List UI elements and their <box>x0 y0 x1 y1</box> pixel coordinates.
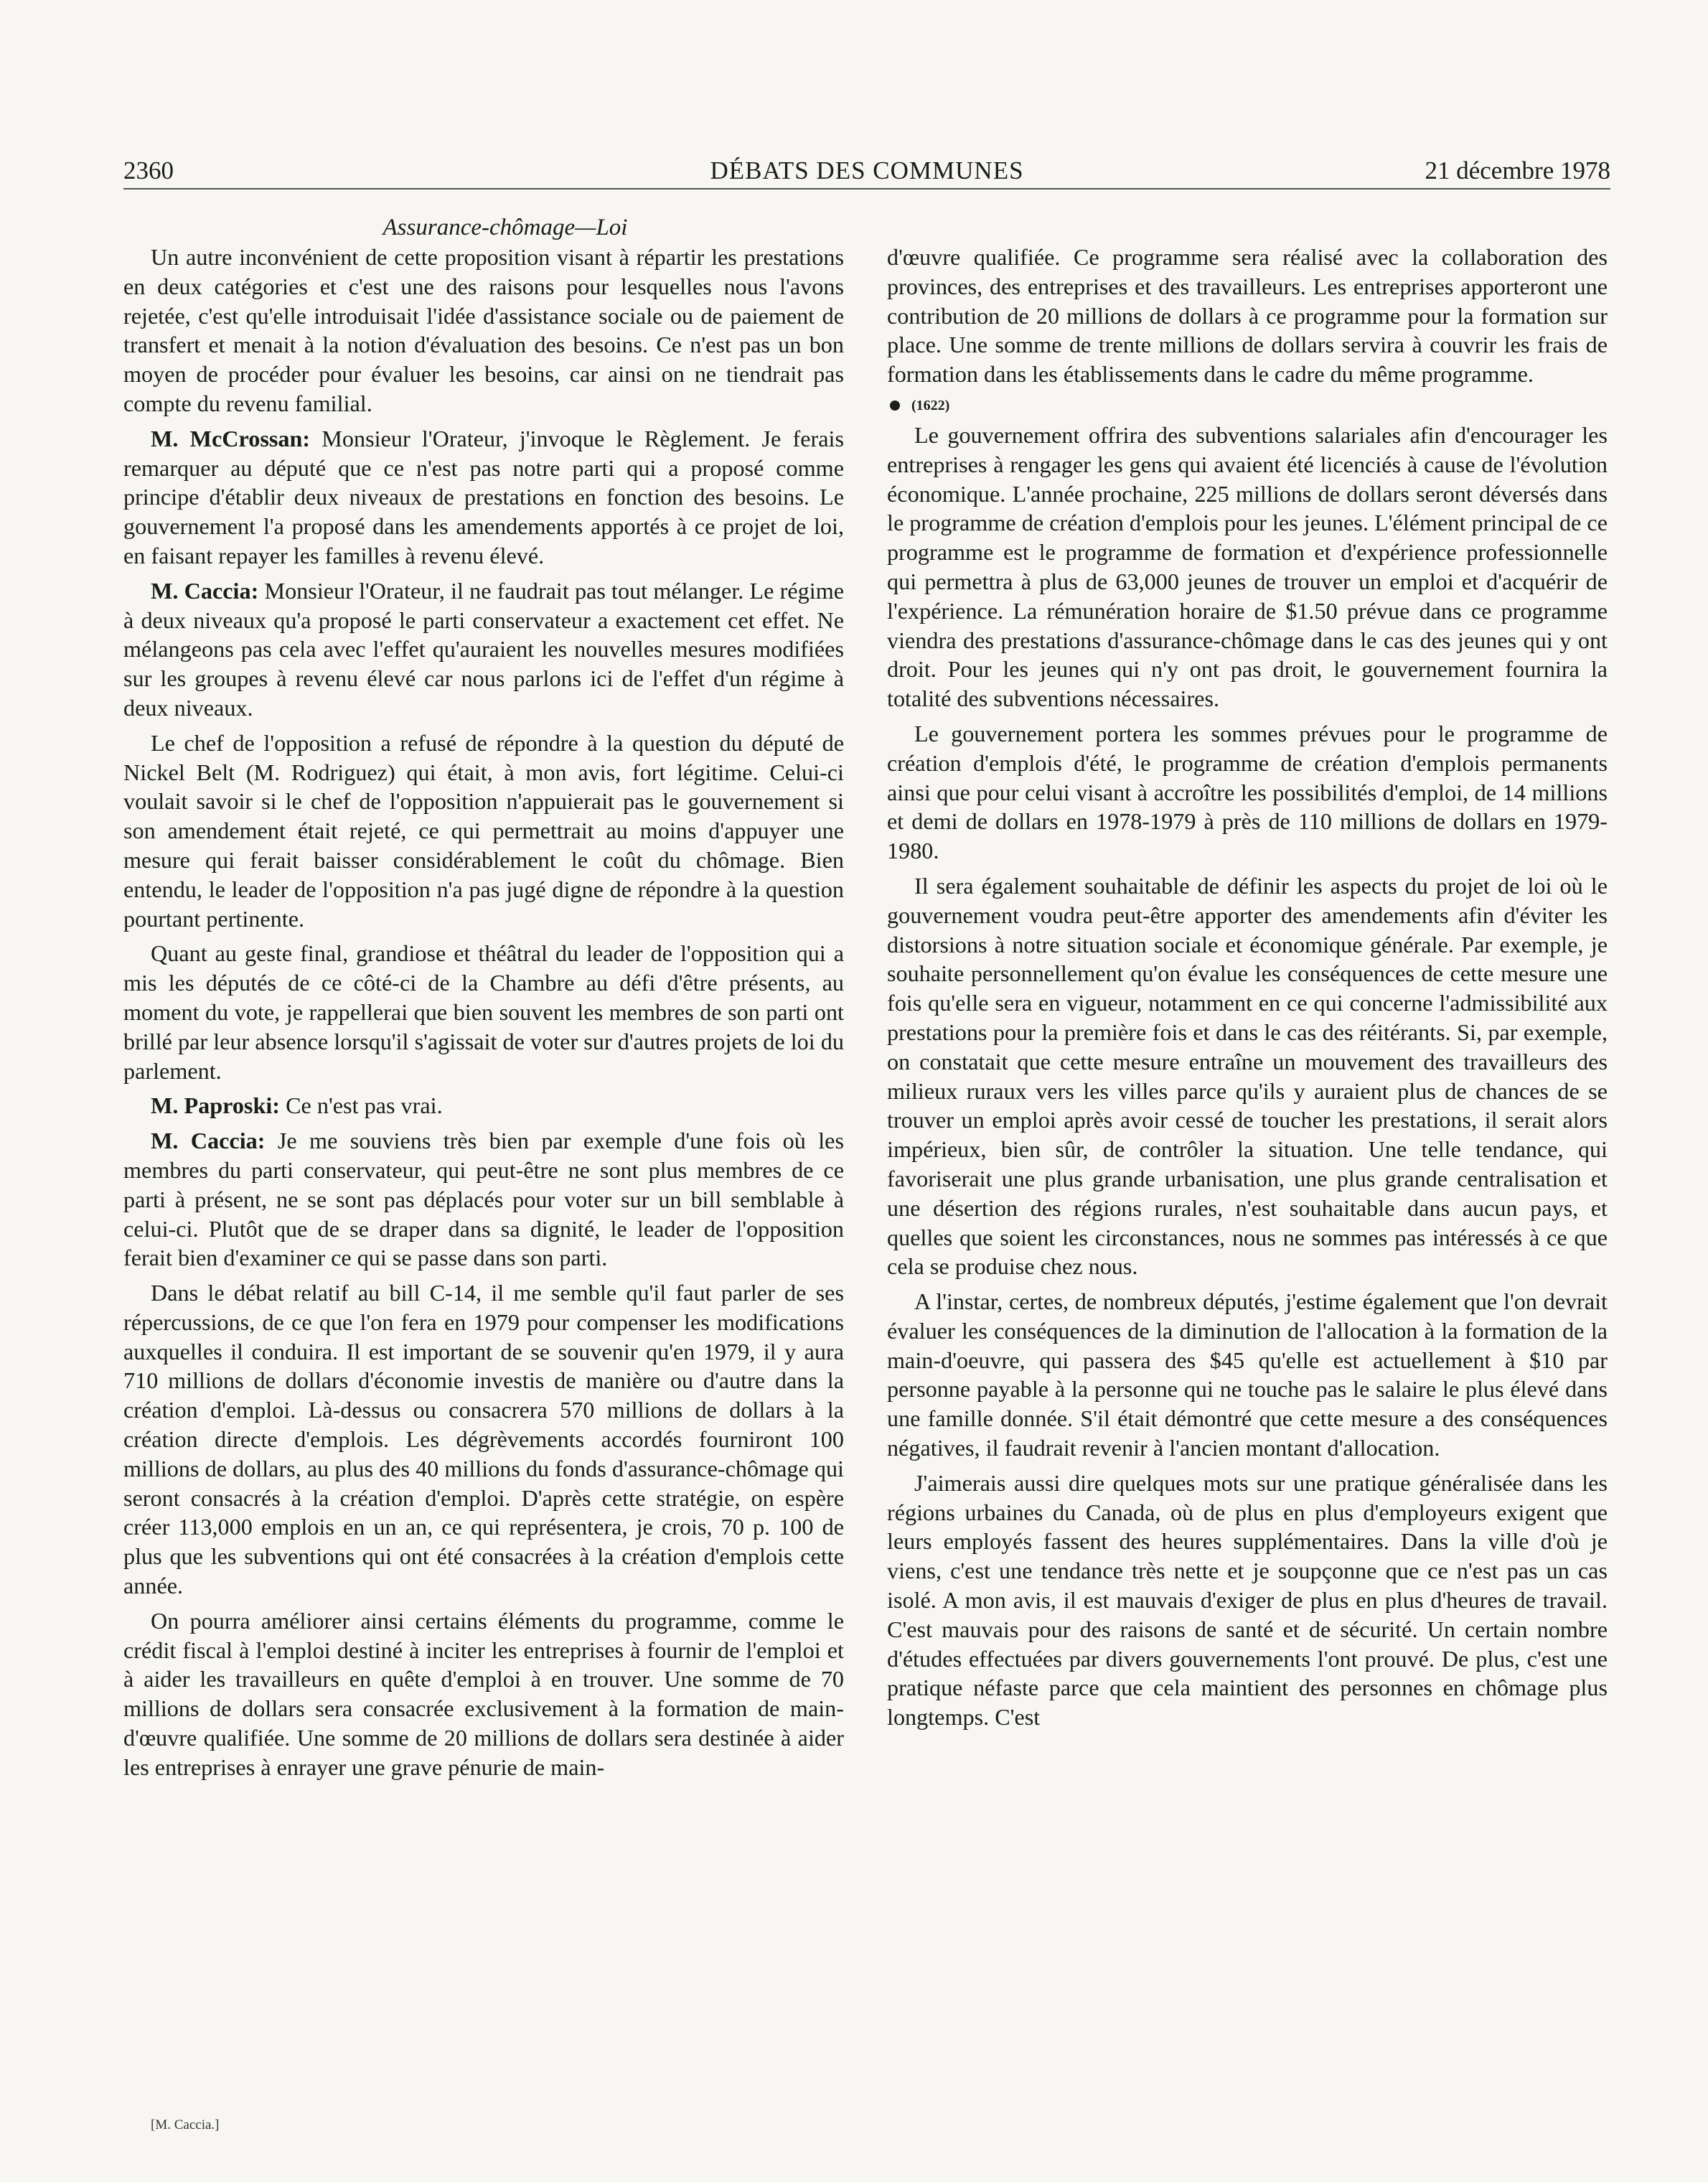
paragraph: Le gouvernement offrira des subventions salariales afin d'encourager les entreprises à rengager les gens qui avaient été licenciés à cause de l'évolution économique. L'année prochaine, 225 millions de dollars seront déversés dans le programme de création d'emplois pour les jeunes. L'élément principal de ce programme est le programme de formation et d'expérience professionnelle qui permettra à plus de 63,000 jeunes de trouver un emploi et d'acquérir de l'expérience. La rémunération horaire de $1.50 prévue dans ce programme viendra des prestations d'assurance-chômage dans le cas des jeunes qui y ont droit. Pour les jeunes qui n'y ont pas droit, le gouvernement fournira la totalité des subventions nécessaires. <box>887 421 1608 712</box>
paragraph <box>123 424 844 571</box>
time-marker-label: (1622) <box>911 397 950 413</box>
paragraph: J'aimerais aussi dire quelques mots sur une pratique généralisée dans les régions urbaines du Canada, où de plus en plus d'employeurs exigent que leurs employés fassent des heures supplémentaires. Dans la ville d'où je viens, c'est une tendance très nette et je soupçonne que ce n'est pas un cas isolé. A mon avis, il est mauvais d'exiger de plus en plus d'heures de travail. C'est mauvais pour des raisons de santé et de sécurité. Un certain nombre d'études effectuées par divers gouvernements l'ont prouvé. De plus, c'est une pratique néfaste parce que cela maintient des personnes en chômage plus longtemps. C'est <box>887 1469 1608 1731</box>
paragraph-text: Le chef de l'opposition a refusé de répondre à la question du député de Nickel Belt (M. Rodriguez) qui était, à mon avis, fort légitime. Celui-ci voulait savoir si le chef de l'opposition n'appuierait pas le gouvernement si son amendement était rejeté, ce qui permettrait au moins d'appuyer une mesure qui ferait baisser considérablement le coût du chômage. Bien entendu, le leader de l'opposition n'a pas jugé digne de répondre à la question pourtant pertinente. <box>123 729 844 932</box>
header-rule <box>123 188 1610 189</box>
paragraph <box>123 1278 844 1601</box>
paragraph <box>123 729 844 934</box>
issue-date: 21 décembre 1978 <box>1425 156 1610 184</box>
speaker-name: M. Caccia: <box>151 577 259 604</box>
bullet-dot-icon <box>890 401 900 411</box>
paragraph-text: Un autre inconvénient de cette proposition visant à répartir les prestations en deux catégories et c'est une des raisons pour lesquelles nous l'avons rejetée, c'est qu'elle introduisait l'idée d'assistance sociale ou de paiement de transfert et menait à la notion d'évaluation des besoins. Ce n'est pas un bon moyen de procéder pour évaluer les besoins, car ainsi on ne tiendrait pas compte du revenu familial. <box>123 244 844 416</box>
time-marker <box>887 395 1608 416</box>
speaker-name: M. Paproski: <box>151 1092 281 1119</box>
page-number: 2360 <box>123 156 174 184</box>
speaker-name: M. Caccia: <box>151 1128 266 1154</box>
left-column <box>123 212 844 1788</box>
right-column <box>887 243 1608 1738</box>
left-paragraphs <box>123 243 844 1782</box>
paragraph <box>123 576 844 723</box>
publication-title: DÉBATS DES COMMUNES <box>710 156 1024 184</box>
paragraph-text: Monsieur l'Orateur, j'invoque le Règlement. Je ferais remarquer au député que ce n'est pas notre parti qui a proposé comme principe d'établir deux niveaux de prestations en fonction des besoins. Le gouvernement l'a proposé dans les amendements apportés à ce projet de loi, en faisant repayer les familles à revenu élevé. <box>123 425 844 568</box>
paragraph <box>123 939 844 1085</box>
paragraph-text: Je me souviens très bien par exemple d'une fois où les membres du parti conservateur, qui peut-être ne sont plus membres de ce parti à présent, ne se sont pas déplacés pour voter sur un bill semblable à celui-ci. Plutôt que de se draper dans sa dignité, le leader de l'opposition ferait bien d'examiner ce qui se passe dans son parti. <box>123 1128 844 1271</box>
paragraph <box>123 243 844 418</box>
paragraph-text: Quant au geste final, grandiose et théâtral du leader de l'opposition qui a mis les députés de ce côté-ci de la Chambre au défi d'être présents, au moment du vote, je rappellerai que bien souvent les membres de son parti ont brillé par leur absence lorsqu'il s'agissait de voter sur d'autres projets de loi du parlement. <box>123 940 844 1084</box>
paragraph: d'œuvre qualifiée. Ce programme sera réalisé avec la collaboration des provinces, des entreprises et des travailleurs. Les entreprises apporteront une contribution de 20 millions de dollars à ce programme pour la formation sur place. Une somme de trente millions de dollars servira à couvrir les frais de formation dans les établissements dans le cadre du même programme. <box>887 244 1608 388</box>
subject-heading: Assurance-chômage—Loi <box>383 215 628 240</box>
paragraph: A l'instar, certes, de nombreux députés, j'estime également que l'on devrait évaluer les conséquences de la diminution de l'allocation à la formation de la main-d'oeuvre, qui passera des $45 qu'elle est actuellement à $10 par personne payable à la personne qui ne touche pas le salaire le plus élevé dans une famille donnée. S'il était démontré que cette mesure a des conséquences négatives, il faudrait revenir à l'ancien montant d'allocation. <box>887 1288 1608 1461</box>
paragraph-text: Ce n'est pas vrai. <box>286 1092 443 1119</box>
paragraph-text: Monsieur l'Orateur, il ne faudrait pas tout mélanger. Le régime à deux niveaux qu'a proposé le parti conservateur a exactement cet effet. Ne mélangeons pas cela avec l'effet qu'auraient les nouvelles mesures modifiées sur les groupes à revenu élevé car nous parlons ici de l'effet d'un régime à deux niveaux. <box>123 577 845 721</box>
speaker-footnote: [M. Caccia.] <box>151 2117 220 2132</box>
paragraph <box>123 1091 844 1120</box>
paragraph <box>123 1126 844 1273</box>
paragraph-text: On pourra améliorer ainsi certains éléments du programme, comme le crédit fiscal à l'emploi destiné à inciter les entreprises à fournir de l'emploi et à aider les travailleurs en quête d'emploi à en trouver. Une somme de 70 millions de dollars sera consacrée exclusivement à la formation de main-d'œuvre qualifiée. Une somme de 20 millions de dollars sera destinée à aider les entreprises à enrayer une grave pénurie de main- <box>123 1607 844 1780</box>
paragraph-text: Dans le débat relatif au bill C-14, il me semble qu'il faut parler de ses répercussions, de ce que l'on fera en 1979 pour compenser les modifications auxquelles il conduira. Il est important de se souvenir qu'en 1979, il y aura 710 millions de dollars d'économie investis de manière ou d'autre dans la création d'emploi. Là-dessus ou consacrera 570 millions de dollars à la création directe d'emplois. Les dégrèvements accordés fourniront 100 millions de dollars, au plus des 40 millions du fonds d'assurance-chômage qui seront consacrés à la création d'emploi. D'après cette stratégie, on espère créer 113,000 emplois en un an, ce qui représentera, je crois, 70 p. 100 de plus que les subventions qui ont été consacrées à la création d'emplois cette année. <box>123 1280 844 1599</box>
right-paragraphs <box>887 421 1608 1732</box>
paragraph: Il sera également souhaitable de définir les aspects du projet de loi où le gouvernement voudra peut-être apporter des amendements afin d'éviter les distorsions à notre situation sociale et économique générale. Par exemple, je souhaite personnellement qu'on évalue les conséquences de cette mesure une fois qu'elle sera en vigueur, notamment en ce qui concerne l'admissibilité aux prestations pour la première fois et dans le cas des réitérants. Si, par exemple, on constatait que cette mesure entraîne un mouvement des travailleurs des milieux ruraux vers les villes parce qu'ils y auraient plus de chances de se trouver un emploi après avoir cessé de toucher les prestations, il serait alors impérieux, bien sûr, de contrôler la situation. Une telle tendance, qui favoriserait une plus grande urbanisation, une plus grande centralisation et une désertion des régions rurales, n'est souhaitable dans aucun pays, et quelles que soient les circonstances, nous ne sommes pas intéressés à ce que cela se produise chez nous. <box>887 872 1608 1280</box>
paragraph: Le gouvernement portera les sommes prévues pour le programme de création d'emplois d'été, le programme de création d'emplois permanents ainsi que pour celui visant à accroître les possibilités d'emploi, de 14 millions et demi de dollars en 1978-1979 à près de 110 millions de dollars en 1979-1980. <box>887 720 1608 864</box>
speaker-name: M. McCrossan: <box>151 425 311 451</box>
page-header <box>123 152 1610 189</box>
paragraph <box>123 1606 844 1782</box>
